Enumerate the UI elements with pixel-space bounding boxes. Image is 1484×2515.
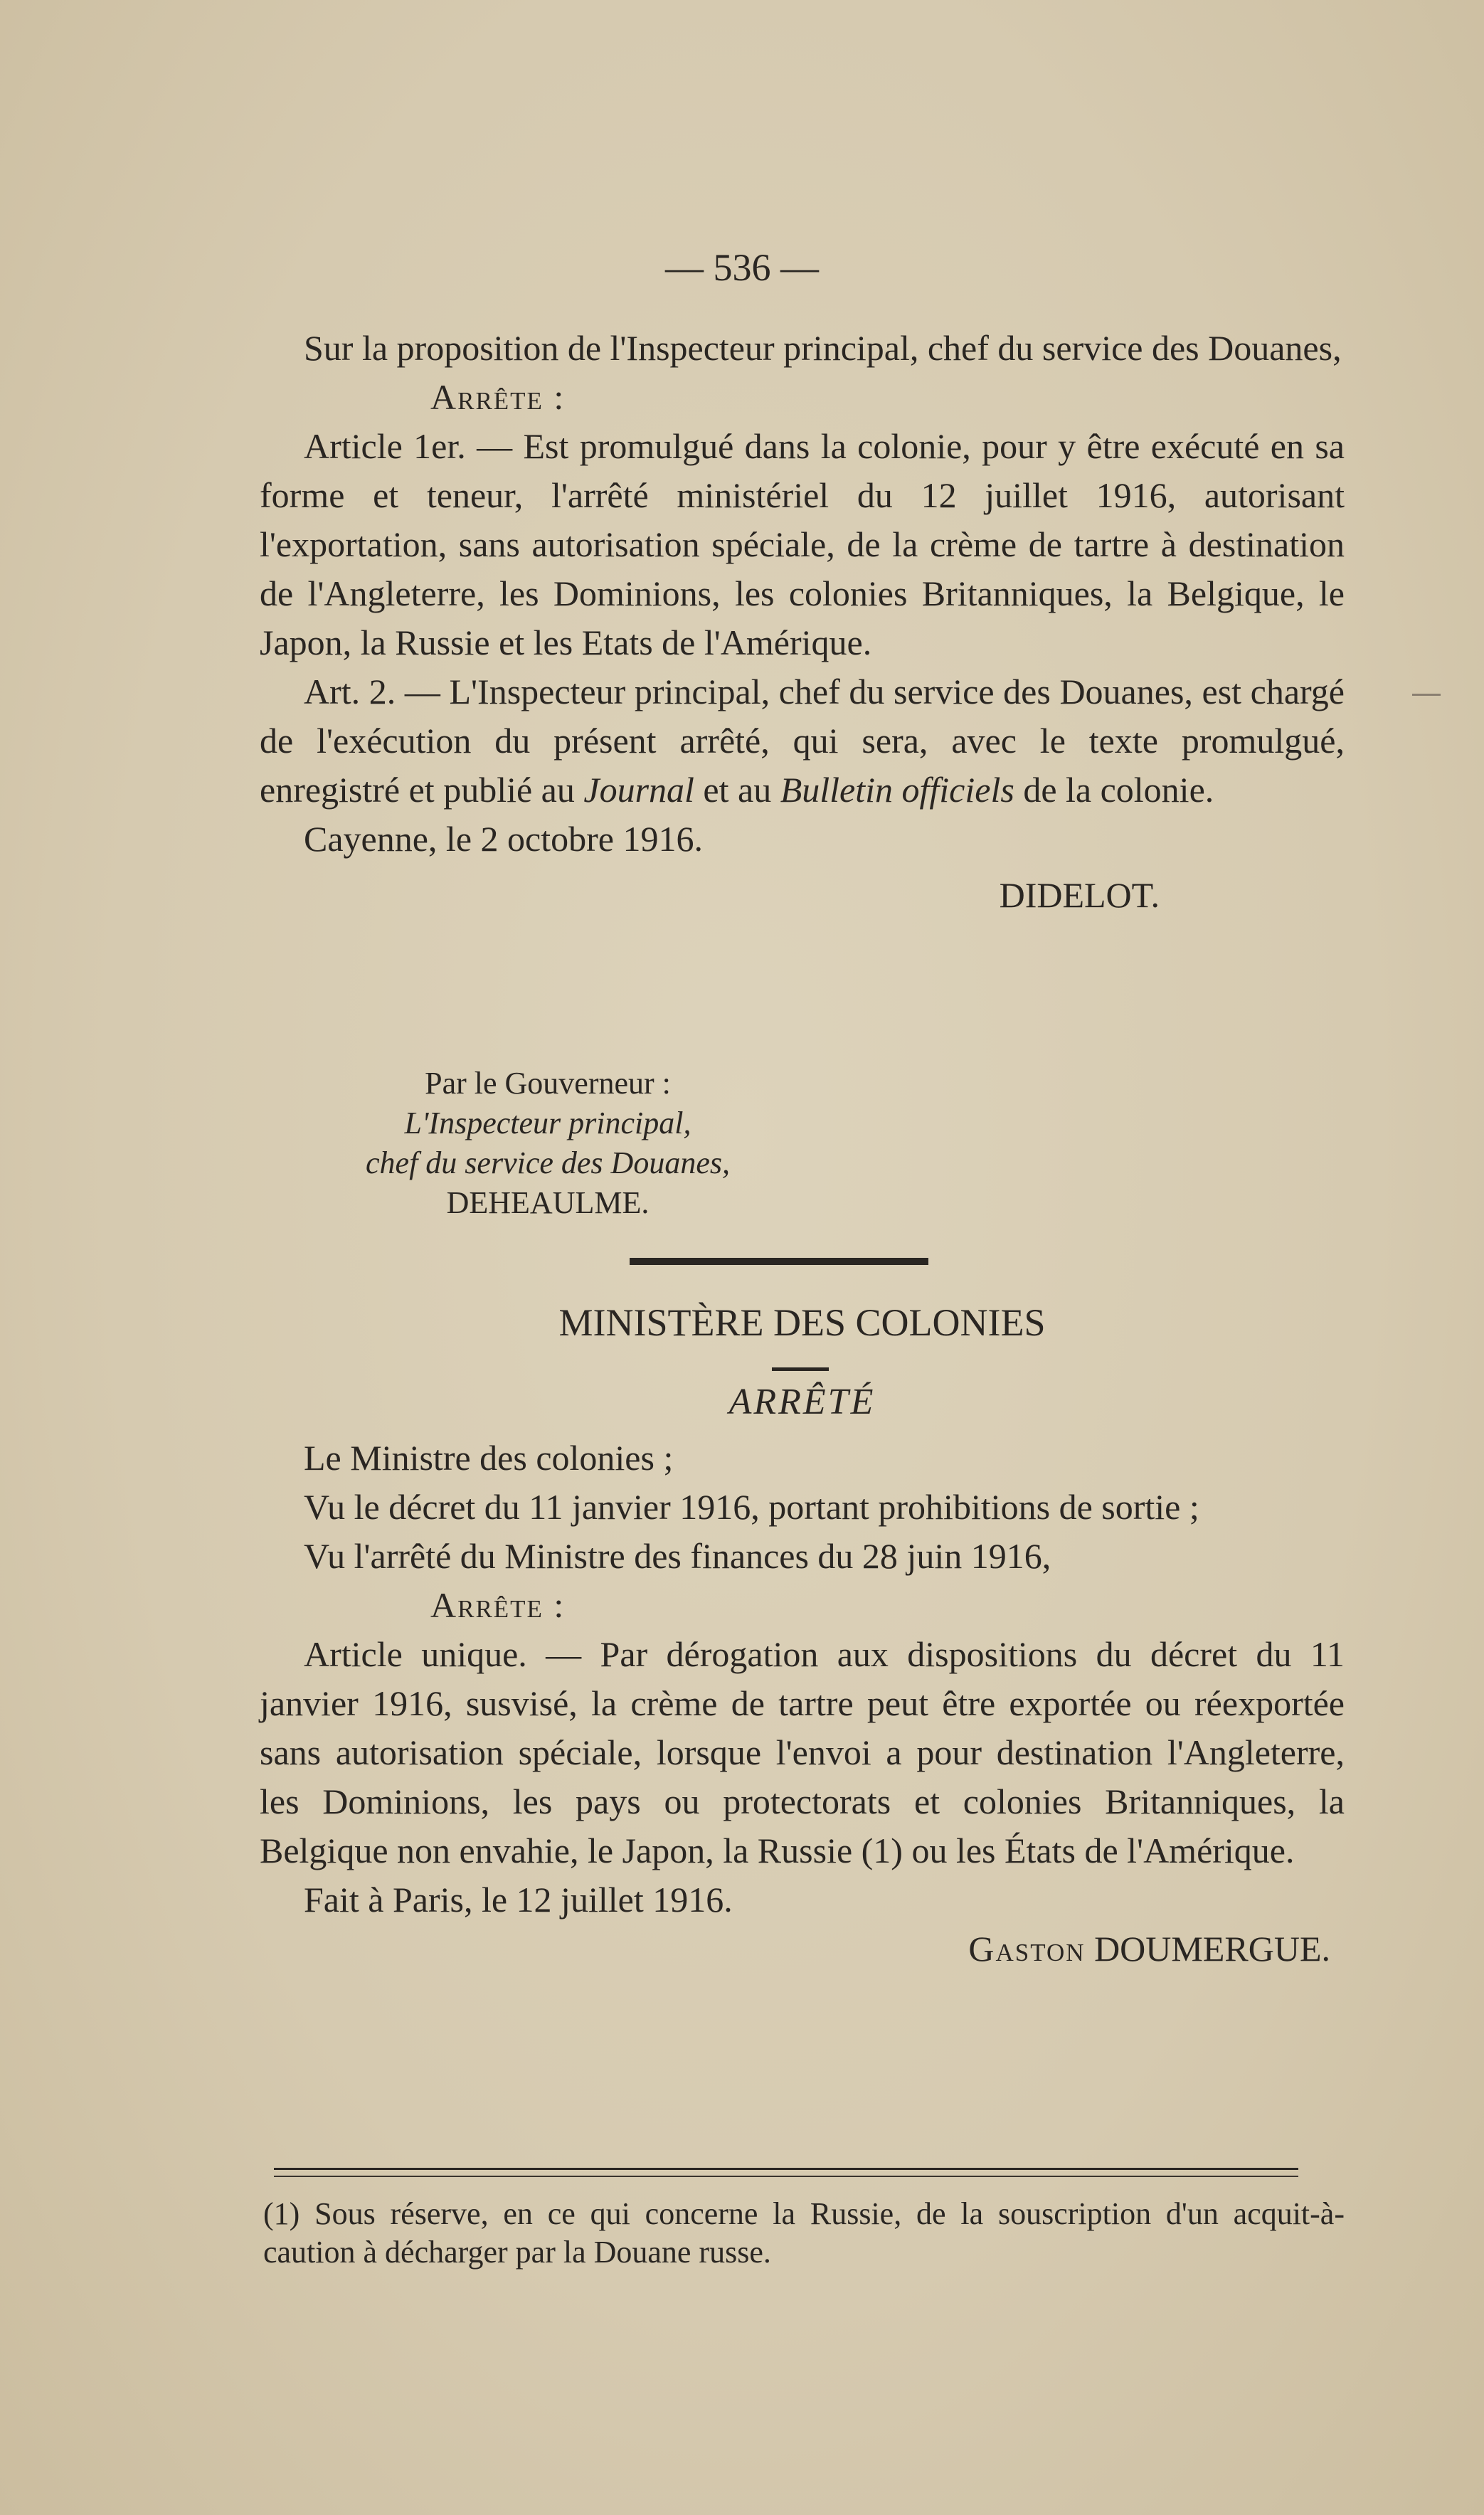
decree-1-place-date: Cayenne, le 2 octobre 1916.	[304, 819, 703, 859]
countersign-role: chef du service des Douanes,	[366, 1145, 730, 1180]
decree-1-intro: Sur la proposition de l'Inspecteur principal, chef du service des Douanes,	[304, 328, 1342, 368]
minister-line: Le Ministre des colonies ;	[304, 1438, 674, 1478]
article-unique: Article unique. — Par dérogation aux dispositions du décret du 11 janvier 1916, susvisé, la crème de tartre peut être exportée ou réexportée sans autorisation spéciale, lorsque l'envoi a pour destination l'Angleterre, les Dominions, les pays ou protectorats et colonies Britanniques, la Belgique non envahie, le Japon, la Russie (1) ou les États de l'Amérique.	[260, 1634, 1345, 1870]
section-divider	[630, 1258, 928, 1265]
vu-decree: Vu le décret du 11 janvier 1916, portant prohibitions de sortie ;	[304, 1487, 1199, 1527]
page-number: — 536 —	[665, 246, 819, 289]
countersign-title: L'Inspecteur principal,	[404, 1106, 691, 1140]
decree-1-signatory: DIDELOT.	[999, 875, 1160, 915]
decree-2	[260, 1298, 1345, 1974]
journal-title: Journal	[583, 770, 694, 810]
vu-arrete: Vu l'arrêté du Ministre des finances du 28 juin 1916,	[304, 1536, 1051, 1576]
signatory-last-name: DOUMERGUE.	[1094, 1929, 1330, 1969]
footnote: (1) Sous réserve, en ce qui concerne la Russie, de la souscription d'un acquit-à-caution à décharger par la Douane russe.	[263, 2196, 1345, 2270]
article-2-text-end: de la colonie.	[1014, 770, 1214, 810]
decree-1-article-1: Article 1er. — Est promulgué dans la colonie, pour y être exécuté en sa forme et teneur, l'arrêté ministériel du 12 juillet 1916, autorisant l'exportation, sans autorisation spéciale, de la crème de tartre à destination de l'Angleterre, les Dominions, les colonies Britanniques, la Belgique, le Japon, la Russie et les Etats de l'Amérique.	[260, 426, 1345, 662]
ministry-heading: MINISTÈRE DES COLONIES	[558, 1301, 1046, 1344]
decree-1-article-2	[260, 667, 1345, 815]
countersignature-block	[299, 1064, 797, 1223]
article-2-text-mid: et au	[694, 770, 780, 810]
footnote-rule-secondary	[274, 2176, 1298, 2177]
decree-1-arrete-label: Arrête :	[430, 377, 566, 417]
footnote-rule	[274, 2168, 1298, 2170]
article-2-text-start: Art. 2. — L'Inspecteur principal, chef du service des Douanes, est chargé de l'exécution du présent arrêté, qui sera, avec le texte promulgué, enregistré et publié au	[260, 672, 1345, 810]
decree-2-title: ARRÊTÉ	[728, 1382, 876, 1422]
decree-2-place-date: Fait à Paris, le 12 juillet 1916.	[304, 1880, 733, 1920]
signatory-first-name: Gaston	[968, 1929, 1086, 1969]
by-governor-label: Par le Gouverneur :	[425, 1066, 671, 1101]
countersign-name: DEHEAULME.	[446, 1185, 650, 1220]
decree-1	[260, 324, 1345, 920]
decree-2-signatory	[260, 1924, 1345, 1974]
title-ornament-rule	[772, 1367, 829, 1371]
bulletin-title: Bulletin officiels	[780, 770, 1014, 810]
margin-mark	[1412, 694, 1441, 696]
decree-2-arrete-label: Arrête :	[430, 1585, 566, 1625]
